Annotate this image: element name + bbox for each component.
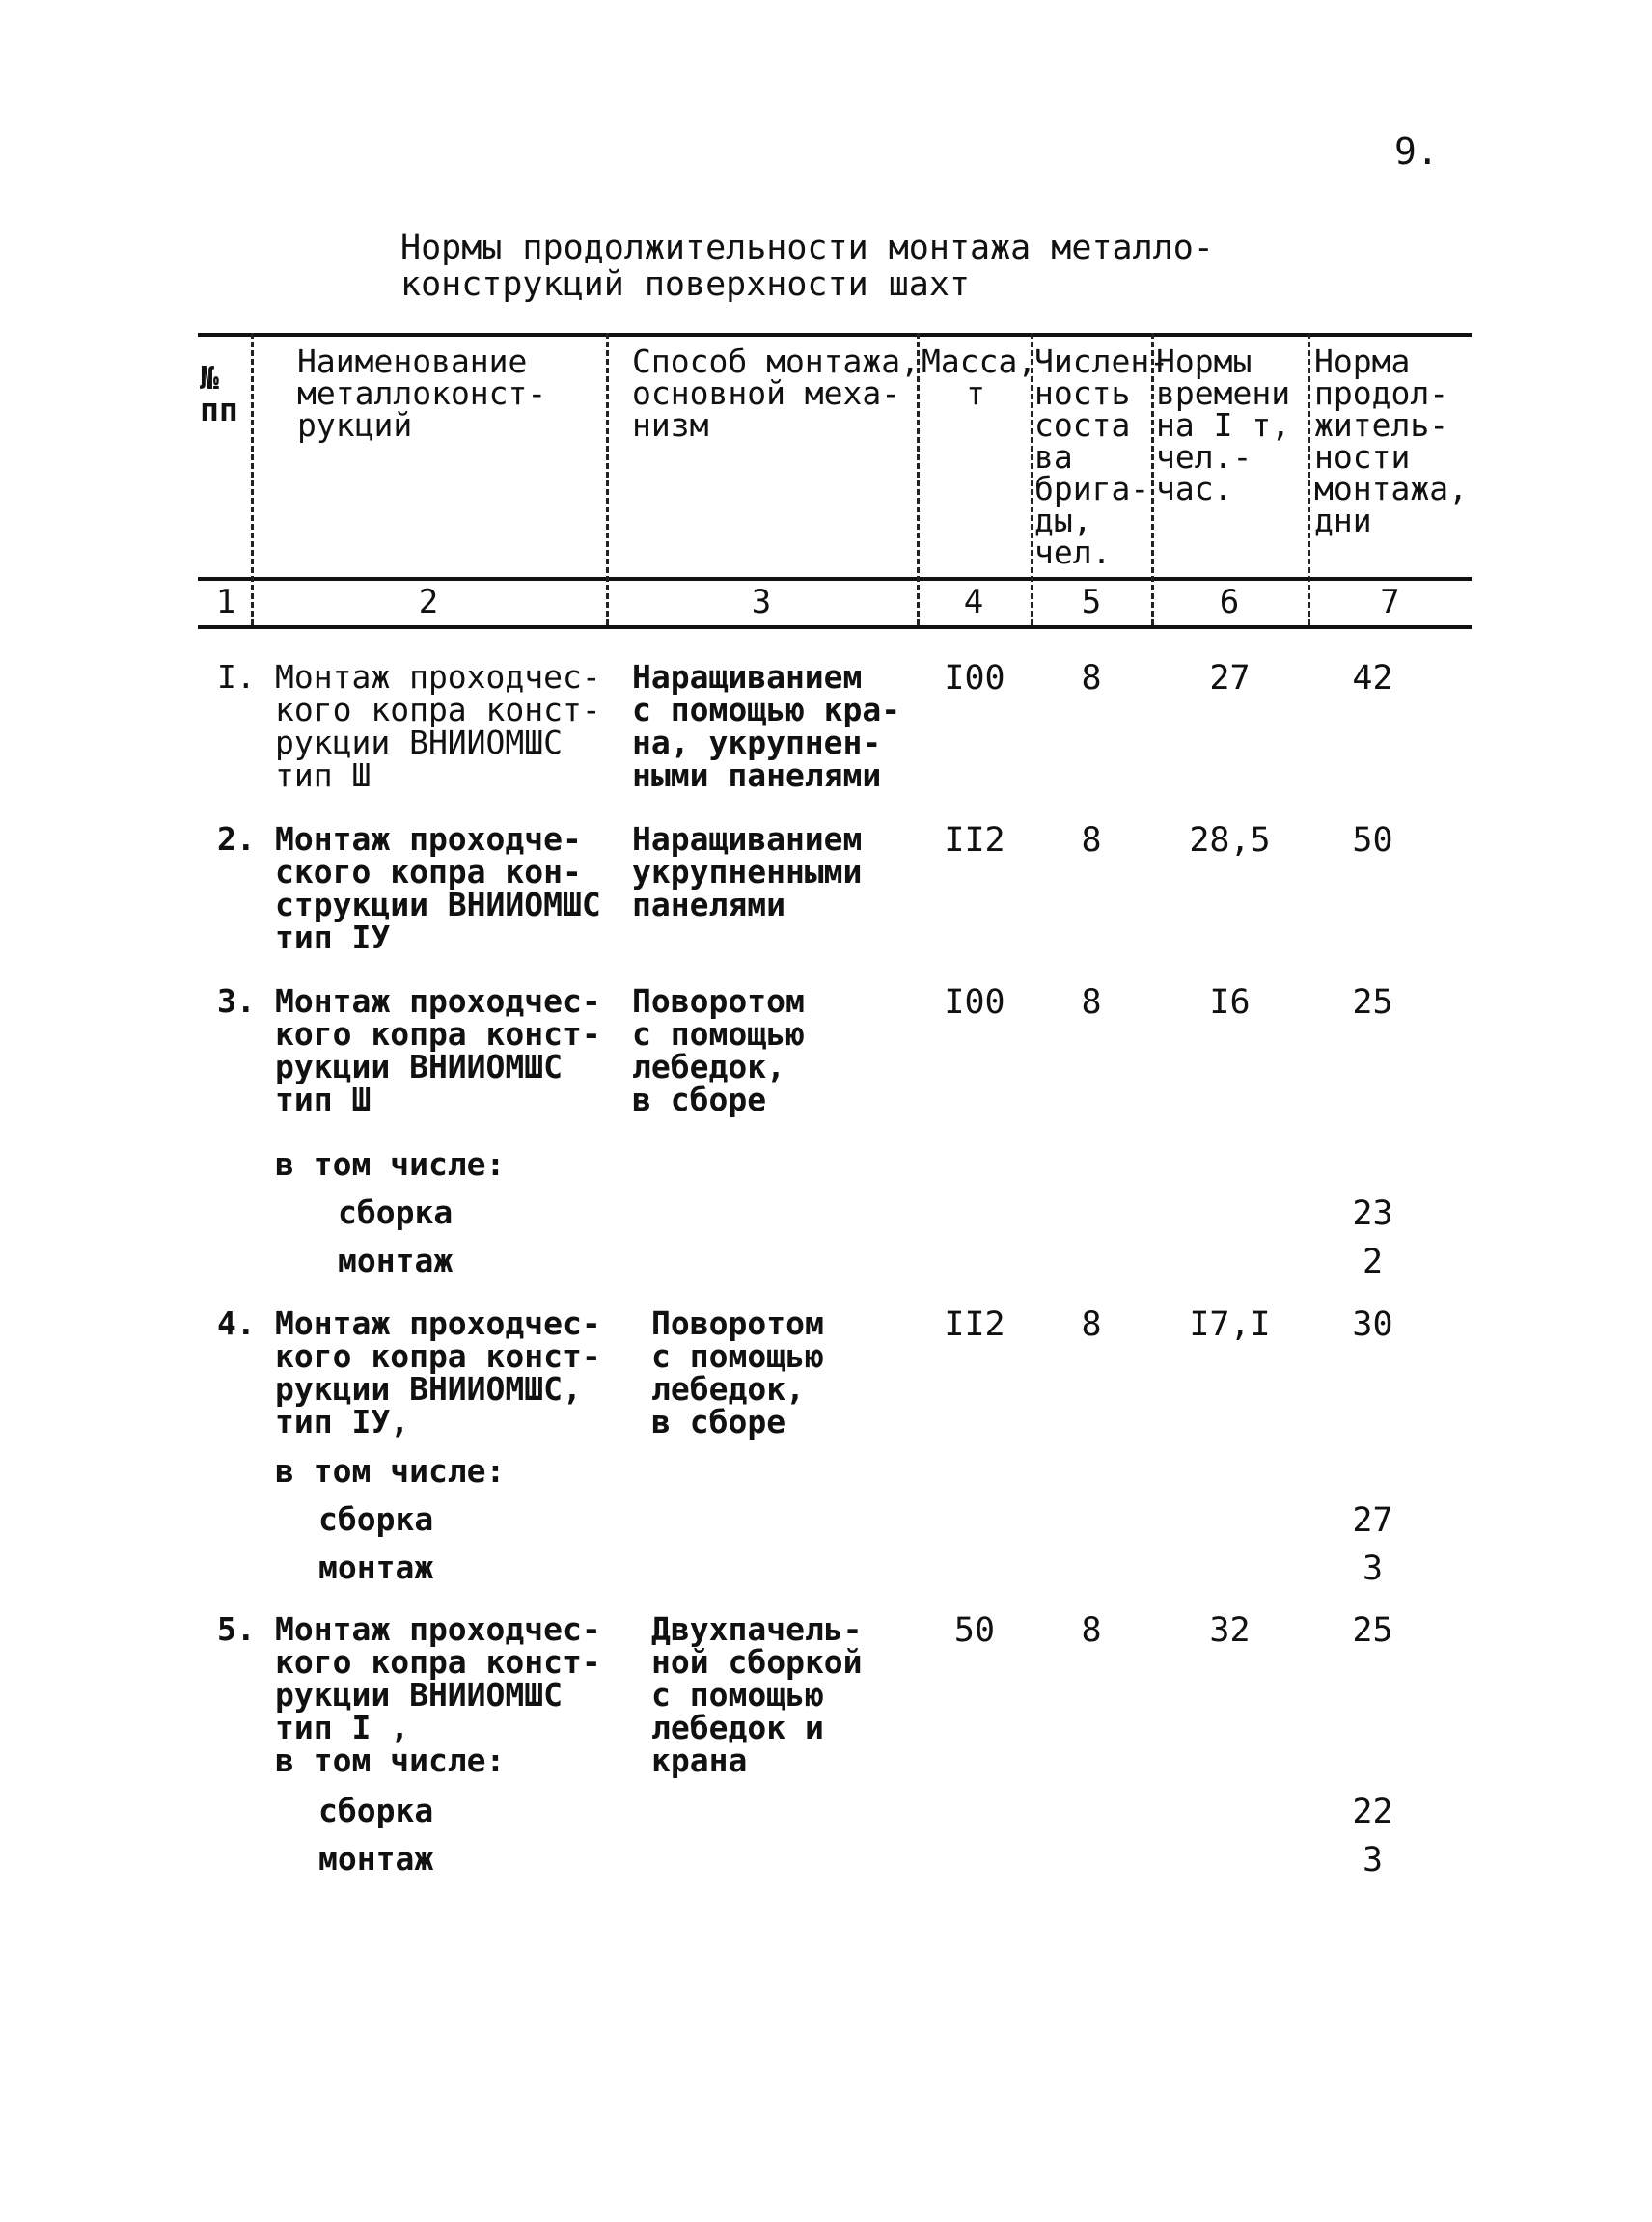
row-name: Монтаж проходчес- кого копра конст- рукции ВНИИОМШС тип Ш xyxy=(275,982,601,1118)
sub-label: монтаж xyxy=(318,1549,434,1586)
table-top-rule xyxy=(198,333,1472,337)
row-name: Монтаж проходчес- кого копра конст- рукции ВНИИОМШС тип Ш xyxy=(275,658,601,794)
row-crew: 8 xyxy=(1081,983,1102,1022)
header-bottom-rule xyxy=(198,577,1472,581)
column-number: 7 xyxy=(1380,583,1400,621)
row-time-norm: I6 xyxy=(1209,983,1251,1022)
sub-label: сборка xyxy=(318,1792,434,1829)
sub-duration: 22 xyxy=(1352,1793,1393,1831)
column-number: 2 xyxy=(418,583,439,621)
column-separator xyxy=(606,333,609,625)
column-number: 1 xyxy=(215,583,236,621)
including-label: в том числе: xyxy=(275,1452,506,1490)
header-name: Наименование металлоконст- рукций xyxy=(297,343,547,444)
page-number: 9. xyxy=(1394,130,1439,173)
column-number: 3 xyxy=(751,583,772,621)
sub-duration: 3 xyxy=(1362,1550,1384,1588)
column-number: 6 xyxy=(1219,583,1240,621)
row-crew: 8 xyxy=(1081,1611,1102,1650)
row-time-norm: 28,5 xyxy=(1189,821,1271,860)
row-duration: 50 xyxy=(1352,821,1393,860)
header-duration-norm: Норма продол- житель- ности монтажа, дни xyxy=(1314,343,1468,539)
row-crew: 8 xyxy=(1081,821,1102,860)
row-method: Поворотом с помощью лебедок, в сборе xyxy=(632,982,805,1118)
row-name: Монтаж проходчес- кого копра конст- рукции ВНИИОМШС тип I , в том числе: xyxy=(275,1610,601,1779)
sub-label: сборка xyxy=(338,1193,454,1231)
row-time-norm: I7,I xyxy=(1189,1305,1271,1344)
row-number: 4. xyxy=(217,1304,256,1342)
row-duration: 42 xyxy=(1352,659,1393,698)
row-name: Монтаж проходче- ского копра кон- струкции ВНИИОМШС тип IУ xyxy=(275,820,601,956)
header-mass: Масса, т xyxy=(922,343,1037,412)
row-time-norm: 32 xyxy=(1209,1611,1251,1650)
row-crew: 8 xyxy=(1081,1305,1102,1344)
row-method: Наращиванием с помощью кра- на, укрупнен- ными панелями xyxy=(632,658,901,794)
document-title: Нормы продолжительности монтажа металло- конструкций поверхности шахт xyxy=(400,229,1214,304)
row-number: 3. xyxy=(217,982,256,1020)
row-method: Наращиванием укрупненными панелями xyxy=(632,820,863,923)
row-number: 2. xyxy=(217,820,256,858)
row-duration: 30 xyxy=(1352,1305,1393,1344)
column-number: 5 xyxy=(1081,583,1102,621)
header-number: № пп xyxy=(200,359,238,428)
header-time-norm: Нормы времени на I т, чел.- час. xyxy=(1156,343,1291,507)
row-crew: 8 xyxy=(1081,659,1102,698)
row-method: Поворотом с помощью лебедок, в сборе xyxy=(651,1304,824,1440)
column-number: 4 xyxy=(963,583,984,621)
row-number: I. xyxy=(217,658,256,696)
sub-duration: 2 xyxy=(1362,1243,1384,1281)
row-mass: I00 xyxy=(944,659,1005,698)
sub-label: монтаж xyxy=(338,1242,454,1279)
column-separator xyxy=(251,333,254,625)
column-separator xyxy=(1308,333,1310,625)
column-numbers-bottom-rule xyxy=(198,625,1472,629)
header-method: Способ монтажа, основной меха- низм xyxy=(632,343,921,444)
sub-duration: 27 xyxy=(1352,1501,1393,1540)
sub-duration: 23 xyxy=(1352,1194,1393,1233)
row-duration: 25 xyxy=(1352,983,1393,1022)
row-name: Монтаж проходчес- кого копра конст- рукции ВНИИОМШС, тип IУ, xyxy=(275,1304,601,1440)
including-label: в том числе: xyxy=(275,1145,506,1183)
row-number: 5. xyxy=(217,1610,256,1648)
row-method: Двухпачель- ной сборкой с помощью лебедок и крана xyxy=(651,1610,863,1779)
row-mass: 50 xyxy=(953,1611,996,1650)
row-duration: 25 xyxy=(1352,1611,1393,1650)
row-mass: II2 xyxy=(944,1305,1005,1344)
header-crew: Числен- ность соста ва брига- ды, чел. xyxy=(1034,343,1170,571)
sub-duration: 3 xyxy=(1362,1841,1384,1879)
row-mass: I00 xyxy=(944,983,1005,1022)
sub-label: монтаж xyxy=(318,1840,434,1878)
sub-label: сборка xyxy=(318,1500,434,1538)
row-time-norm: 27 xyxy=(1209,659,1251,698)
row-mass: II2 xyxy=(944,821,1005,860)
